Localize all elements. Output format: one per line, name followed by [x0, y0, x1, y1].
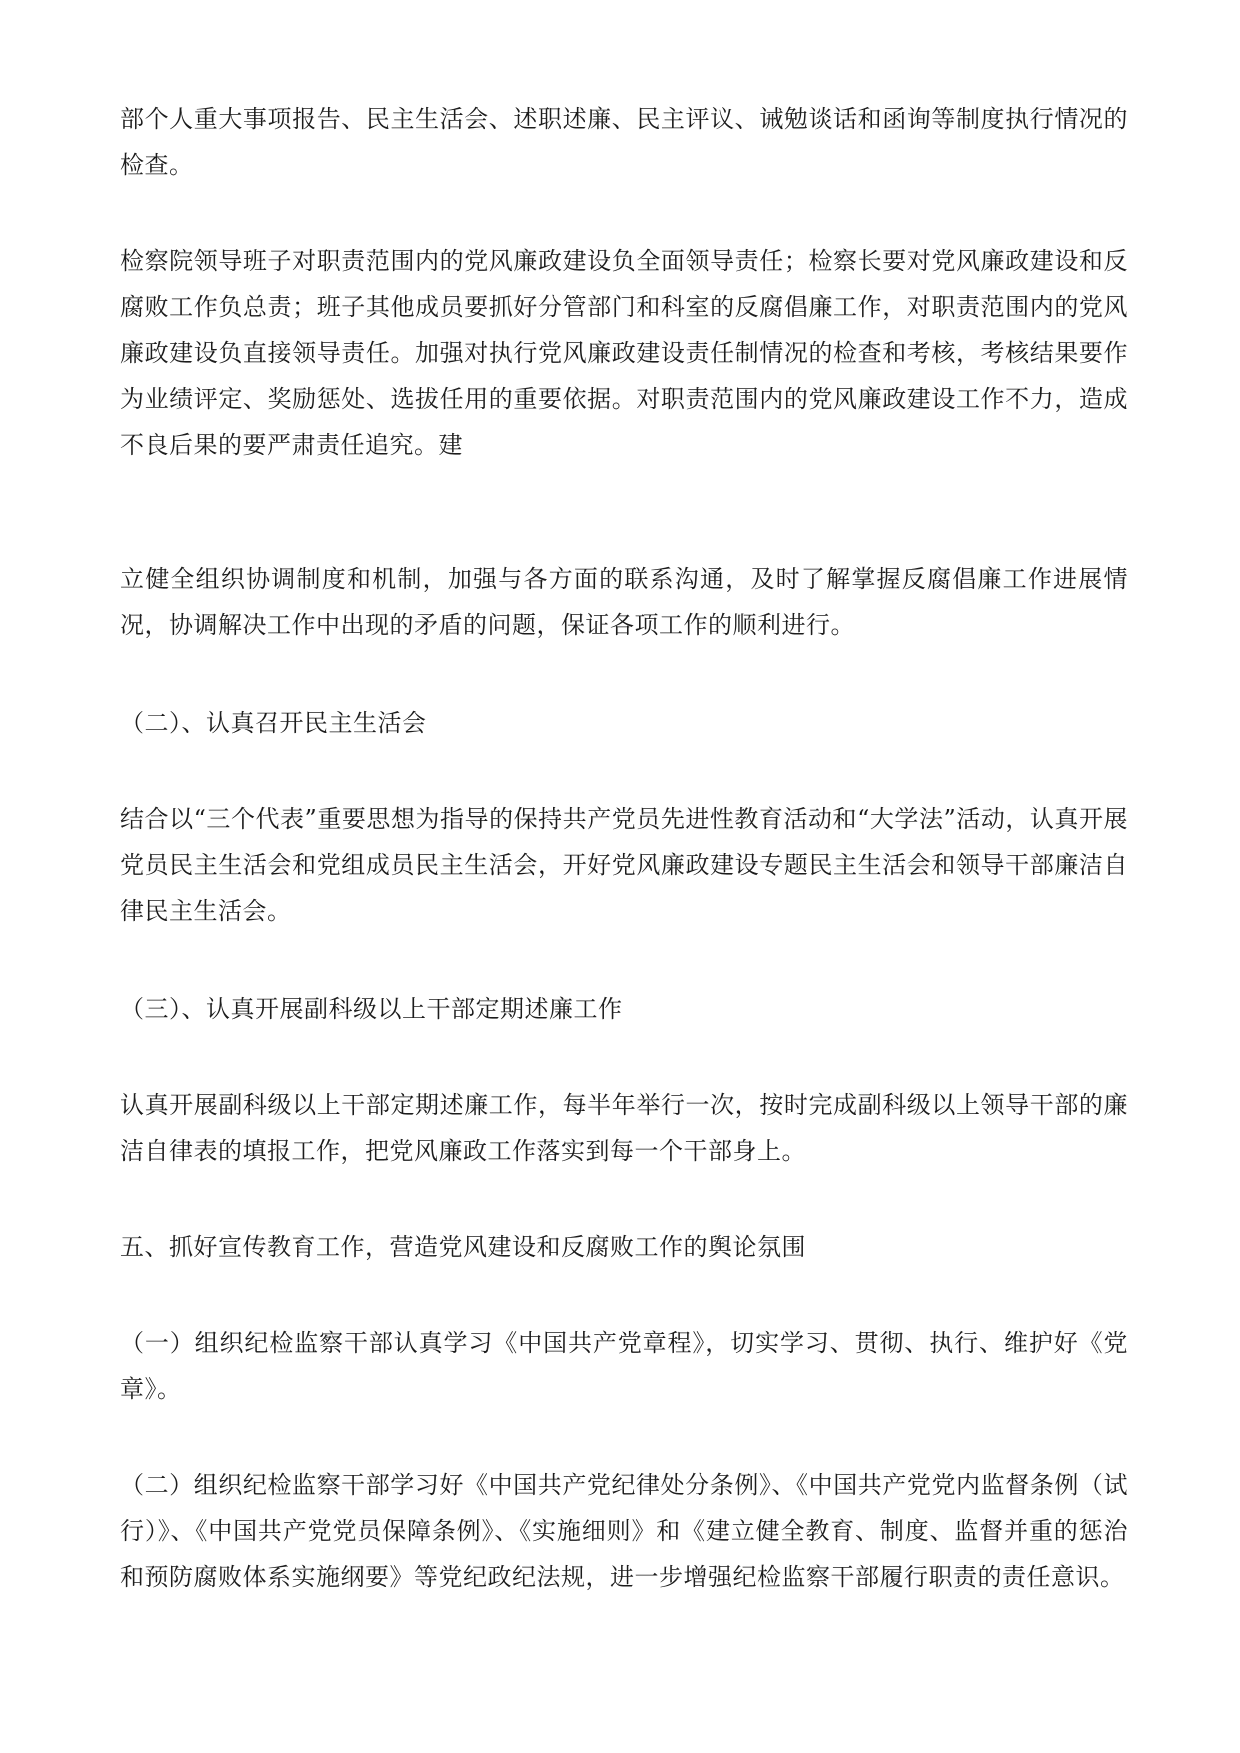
paragraph-1: 部个人重大事项报告、民主生活会、述职述廉、民主评议、诫勉谈话和函询等制度执行情况的检查。 [120, 105, 1128, 179]
paragraph-4: 结合以“三个代表”重要思想为指导的保持共产党员先进性教育活动和“大学法”活动，认真开展党员民主生活会和党组成员民主生活会，开好党风廉政建设专题民主生活会和领导干部廉洁自律民主生活会。 [120, 805, 1128, 925]
paragraph-2: 检察院领导班子对职责范围内的党风廉政建设负全面领导责任；检察长要对党风廉政建设和反腐败工作负总责；班子其他成员要抓好分管部门和科室的反腐倡廉工作，对职责范围内的党风廉政建设负直接领导责任。加强对执行党风廉政建设责任制情况的检查和考核，考核结果要作为业绩评定、奖励惩处、选拔任用的重要依据。对职责范围内的党风廉政建设工作不力，造成不良后果的要严肃责任追究。建 [120, 247, 1128, 459]
section-heading-3: （三）、认真开展副科级以上干部定期述廉工作 [120, 995, 623, 1023]
paragraph-3: 立健全组织协调制度和机制，加强与各方面的联系沟通，及时了解掌握反腐倡廉工作进展情况，协调解决工作中出现的矛盾的问题，保证各项工作的顺利进行。 [120, 565, 1128, 639]
section-heading-2: （二）、认真召开民主生活会 [120, 709, 427, 737]
section-heading-5: 五、抓好宣传教育工作，营造党风建设和反腐败工作的舆论氛围 [120, 1233, 806, 1261]
paragraph-6: （一）组织纪检监察干部认真学习《中国共产党章程》，切实学习、贯彻、执行、维护好《党章》。 [120, 1329, 1128, 1403]
paragraph-5: 认真开展副科级以上干部定期述廉工作，每半年举行一次，按时完成副科级以上领导干部的廉洁自律表的填报工作，把党风廉政工作落实到每一个干部身上。 [120, 1091, 1128, 1165]
paragraph-7: （二）组织纪检监察干部学习好《中国共产党纪律处分条例》、《中国共产党党内监督条例（试行）》、《中国共产党党员保障条例》、《实施细则》和《建立健全教育、制度、监督并重的惩治和预防腐败体系实施纲要》等党纪政纪法规，进一步增强纪检监察干部履行职责的责任意识。 [120, 1471, 1128, 1591]
